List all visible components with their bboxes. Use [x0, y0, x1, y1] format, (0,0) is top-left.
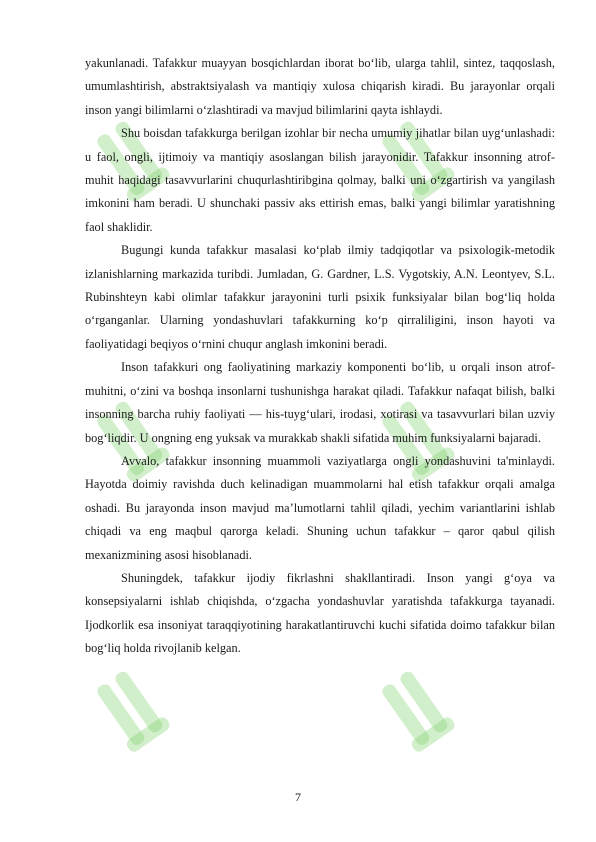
paragraph: Inson tafakkuri ong faoliyatining markaziy komponenti bo‘lib, u orqali inson atrof-muhitni, o‘zini va boshqa insonlarni tushunishga harakat qiladi. Tafakkur nafaqat bilish, balki insonning barcha ruhiy faoliyati — his-tuyg‘ulari, irodasi, xotirasi va tasavvurlari bilan uzviy bog‘liqdir. U ongning eng yuksak va murakkab shakli sifatida muhim funksiyalarni bajaradi.	[85, 360, 555, 445]
paragraph: Bugungi kunda tafakkur masalasi ko‘plab ilmiy tadqiqotlar va psixologik-metodik izlanishlarning markazida turibdi. Jumladan, G. Gardner, L.S. Vygotskiy, A.N. Leontyev, S.L. Rubinshteyn kabi olimlar tafakkur jarayonini turli psixik funksiyalar bilan bog‘liq holda o‘rganganlar. Ularning yondashuvlari tafakkurning ko‘p qirraliligini, inson hayoti va faoliyatidagi beqiyos o‘rnini chuqur anglash imkonini beradi.	[85, 243, 555, 351]
paragraph: Avvalo, tafakkur insonning muammoli vaziyatlarga ongli yondashuvini ta'minlaydi. Hayotda doimiy ravishda duch kelinadigan muammolarni hal etish tafakkur orqali amalga oshadi. Bu jarayonda inson mavjud ma’lumotlarni tahlil qiladi, yechim variantlarini ishlab chiqadi va eng maqbul qarorga keladi. Shuning uchun tafakkur – qaror qabul qilish mexanizmining asosi hisoblanadi.	[85, 453, 555, 562]
paragraph: Shuningdek, tafakkur ijodiy fikrlashni shakllantiradi. Inson yangi g‘oya va konsepsiyalarni ishlab chiqishda, o‘zgacha yondashuvlar yaratishda tafakkurga tayanadi. Ijodkorlik esa insoniyat taraqqiyotining harakatlantiruvchi kuchi sifatida doimo tafakkur bilan bog‘liq holda rivojlanib kelgan.	[85, 570, 555, 656]
document-body	[85, 52, 555, 661]
paragraph: yakunlanadi. Tafakkur muayyan bosqichlardan iborat bo‘lib, ularga tahlil, sintez, taqqoslash, umumlashtirish, abstraktsiyalash va mantiqiy xulosa chiqarish kiradi. Bu jarayonlar orqali inson yangi bilimlarni o‘zlashtiradi va mavjud bilimlarini qayta ishlaydi.	[85, 56, 555, 117]
page-number: 7	[295, 790, 301, 804]
paragraph: Shu boisdan tafakkurga berilgan izohlar bir necha umumiy jihatlar bilan uyg‘unlashadi: u faol, ongli, ijtimoiy va mantiqiy asoslangan bilish jarayonidir. Tafakkur insonning atrof-muhit haqidagi tasavvurlarini chuqurlashtiribgina qolmay, balki uni o‘zgartirish va yangilash imkonini ham beradi. U shunchaki passiv aks ettirish emas, balki yangi bilimlar yaratishning faol shaklidir.	[85, 126, 555, 234]
